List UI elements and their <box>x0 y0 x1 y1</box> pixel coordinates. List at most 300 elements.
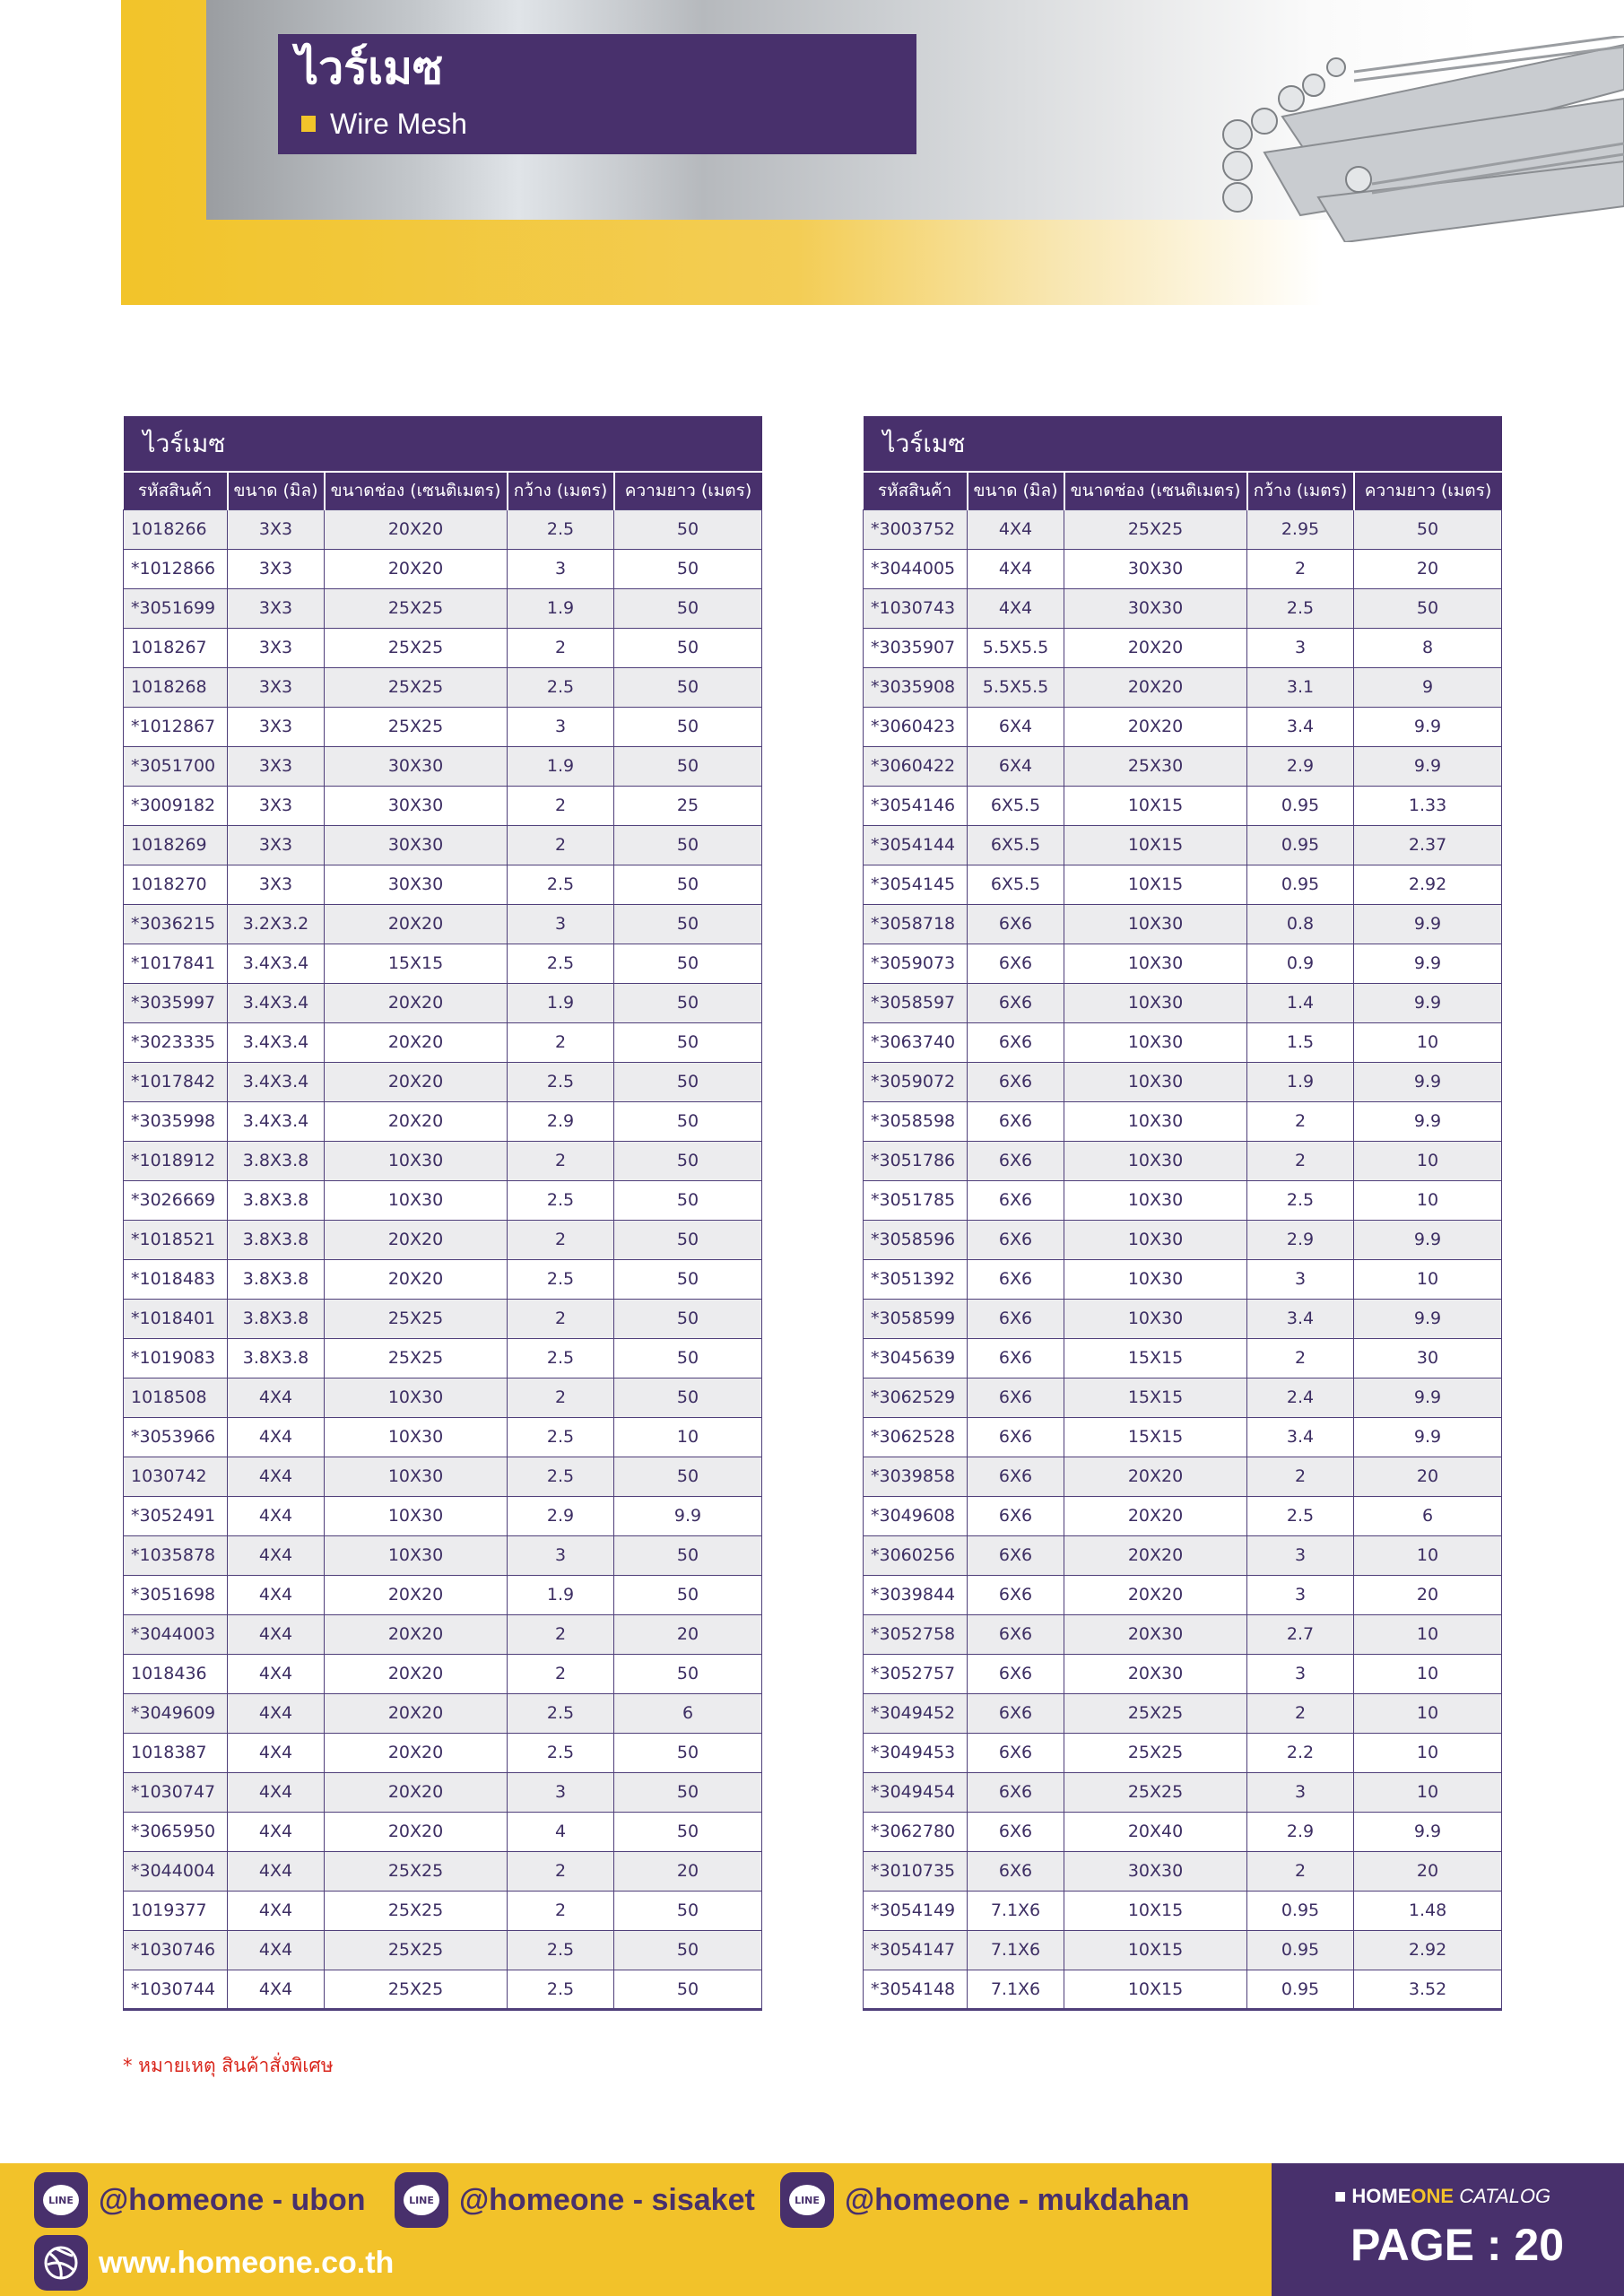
cell-wire-size: 7.1X6 <box>968 1891 1064 1930</box>
line-icon: LINE <box>395 2172 448 2228</box>
cell-length: 50 <box>614 746 762 786</box>
cell-length: 9.9 <box>1354 1812 1502 1851</box>
cell-mesh-size: 25X25 <box>325 707 508 746</box>
cell-mesh-size: 25X25 <box>325 1930 508 1970</box>
table-row <box>864 904 1502 944</box>
table-row <box>124 1299 762 1338</box>
cell-width: 2 <box>1247 1457 1354 1496</box>
table-row <box>124 983 762 1022</box>
cell-wire-size: 3.4X3.4 <box>228 1022 325 1062</box>
col-header-mesh-size: ขนาดช่อง (เซนติเมตร) <box>1064 472 1247 509</box>
table-row <box>864 1772 1502 1812</box>
cell-mesh-size: 10X30 <box>1064 1022 1247 1062</box>
cell-product-code: *3052758 <box>864 1614 968 1654</box>
cell-mesh-size: 30X30 <box>325 865 508 904</box>
table-row <box>864 588 1502 628</box>
table-row <box>864 509 1502 549</box>
steel-bars-image <box>1211 36 1624 242</box>
cell-wire-size: 3X3 <box>228 667 325 707</box>
cell-width: 2 <box>508 1141 614 1180</box>
cell-mesh-size: 10X15 <box>1064 865 1247 904</box>
cell-product-code: *3051700 <box>124 746 228 786</box>
cell-width: 2 <box>508 825 614 865</box>
cell-product-code: *3058596 <box>864 1220 968 1259</box>
catalog-page-box <box>1272 2163 1624 2296</box>
table-row <box>864 1733 1502 1772</box>
table-row <box>124 1259 762 1299</box>
cell-product-code: *3063740 <box>864 1022 968 1062</box>
cell-product-code: *3054147 <box>864 1930 968 1970</box>
cell-width: 2.5 <box>508 509 614 549</box>
cell-product-code: *3059072 <box>864 1062 968 1101</box>
cell-product-code: *1017842 <box>124 1062 228 1101</box>
cell-length: 50 <box>614 1180 762 1220</box>
website-url: www.homeone.co.th <box>99 2246 395 2280</box>
table-row <box>124 1141 762 1180</box>
cell-wire-size: 3.8X3.8 <box>228 1141 325 1180</box>
globe-icon <box>34 2235 88 2291</box>
cell-mesh-size: 10X30 <box>1064 1220 1247 1259</box>
cell-wire-size: 7.1X6 <box>968 1930 1064 1970</box>
cell-length: 10 <box>1354 1733 1502 1772</box>
cell-mesh-size: 10X15 <box>1064 1930 1247 1970</box>
cell-product-code: 1018267 <box>124 628 228 667</box>
table-row <box>864 944 1502 983</box>
cell-width: 2.7 <box>1247 1614 1354 1654</box>
cell-length: 50 <box>614 1022 762 1062</box>
cell-wire-size: 6X6 <box>968 1141 1064 1180</box>
cell-length: 50 <box>614 1772 762 1812</box>
cell-wire-size: 4X4 <box>228 1812 325 1851</box>
cell-width: 2 <box>508 1022 614 1062</box>
table-row <box>864 1535 1502 1575</box>
cell-product-code: *1012867 <box>124 707 228 746</box>
cell-width: 3 <box>508 1535 614 1575</box>
table-row <box>124 1733 762 1772</box>
cell-wire-size: 6X6 <box>968 1220 1064 1259</box>
table-row <box>124 1614 762 1654</box>
cell-mesh-size: 25X25 <box>325 588 508 628</box>
cell-length: 2.92 <box>1354 865 1502 904</box>
table-row <box>124 1457 762 1496</box>
cell-mesh-size: 10X30 <box>325 1496 508 1535</box>
cell-width: 3.4 <box>1247 1299 1354 1338</box>
cell-width: 4 <box>508 1812 614 1851</box>
page-title-english-text: Wire Mesh <box>330 108 467 140</box>
cell-wire-size: 6X5.5 <box>968 825 1064 865</box>
cell-width: 3 <box>508 549 614 588</box>
website-link[interactable] <box>34 2235 394 2291</box>
cell-wire-size: 6X6 <box>968 1378 1064 1417</box>
line-contact-sisaket[interactable] <box>395 2172 755 2228</box>
table-row <box>124 1101 762 1141</box>
cell-length: 50 <box>614 509 762 549</box>
cell-length: 20 <box>1354 1575 1502 1614</box>
cell-width: 1.9 <box>1247 1062 1354 1101</box>
cell-mesh-size: 10X15 <box>1064 825 1247 865</box>
cell-product-code: *3051699 <box>124 588 228 628</box>
cell-width: 2 <box>1247 1338 1354 1378</box>
table-row <box>864 1299 1502 1338</box>
cell-mesh-size: 25X25 <box>325 1851 508 1891</box>
cell-width: 2.5 <box>508 1693 614 1733</box>
cell-mesh-size: 10X15 <box>1064 786 1247 825</box>
cell-length: 9.9 <box>1354 746 1502 786</box>
table-row <box>864 1220 1502 1259</box>
cell-length: 50 <box>614 1812 762 1851</box>
table-row <box>864 1693 1502 1733</box>
table-row <box>864 1417 1502 1457</box>
table-row <box>864 1457 1502 1496</box>
cell-width: 0.95 <box>1247 865 1354 904</box>
table-row <box>864 1575 1502 1614</box>
cell-product-code: *3054144 <box>864 825 968 865</box>
cell-product-code: *1030743 <box>864 588 968 628</box>
table-row <box>124 1970 762 2009</box>
cell-mesh-size: 20X20 <box>1064 1457 1247 1496</box>
cell-wire-size: 6X6 <box>968 904 1064 944</box>
cell-product-code: *3035997 <box>124 983 228 1022</box>
cell-length: 9.9 <box>1354 983 1502 1022</box>
cell-mesh-size: 25X25 <box>1064 509 1247 549</box>
cell-product-code: *3044004 <box>124 1851 228 1891</box>
cell-wire-size: 6X6 <box>968 1733 1064 1772</box>
cell-mesh-size: 20X20 <box>1064 1575 1247 1614</box>
table-row <box>124 1220 762 1259</box>
cell-width: 2 <box>508 1851 614 1891</box>
table-row <box>124 1062 762 1101</box>
cell-mesh-size: 10X30 <box>1064 904 1247 944</box>
cell-product-code: 1019377 <box>124 1891 228 1930</box>
cell-product-code: *3023335 <box>124 1022 228 1062</box>
line-contact-ubon[interactable] <box>34 2172 366 2228</box>
cell-width: 2.9 <box>508 1101 614 1141</box>
cell-length: 50 <box>614 1930 762 1970</box>
cell-mesh-size: 20X20 <box>325 1575 508 1614</box>
cell-length: 50 <box>614 1654 762 1693</box>
cell-length: 9.9 <box>1354 1299 1502 1338</box>
table-row <box>864 1970 1502 2009</box>
cell-product-code: *3051786 <box>864 1141 968 1180</box>
cell-mesh-size: 25X25 <box>325 1338 508 1378</box>
cell-mesh-size: 25X30 <box>1064 746 1247 786</box>
cell-wire-size: 4X4 <box>228 1614 325 1654</box>
catalog-one: ONE <box>1411 2185 1455 2207</box>
cell-wire-size: 4X4 <box>968 509 1064 549</box>
table-row <box>124 707 762 746</box>
cell-product-code: *3058598 <box>864 1101 968 1141</box>
cell-length: 50 <box>614 1733 762 1772</box>
cell-wire-size: 3.4X3.4 <box>228 1101 325 1141</box>
page-title-english <box>301 106 467 142</box>
cell-wire-size: 6X6 <box>968 1022 1064 1062</box>
cell-wire-size: 4X4 <box>228 1575 325 1614</box>
cell-length: 10 <box>1354 1180 1502 1220</box>
cell-width: 2.5 <box>508 667 614 707</box>
cell-mesh-size: 10X30 <box>325 1417 508 1457</box>
cell-product-code: 1018268 <box>124 667 228 707</box>
cell-length: 10 <box>1354 1654 1502 1693</box>
table-row <box>124 1930 762 1970</box>
table-row <box>864 628 1502 667</box>
col-header-width: กว้าง (เมตร) <box>1247 472 1354 509</box>
line-handle: @homeone - ubon <box>99 2183 366 2217</box>
cell-length: 10 <box>614 1417 762 1457</box>
cell-product-code: *3035907 <box>864 628 968 667</box>
table-row <box>124 1772 762 1812</box>
line-icon: LINE <box>780 2172 834 2228</box>
cell-width: 3.1 <box>1247 667 1354 707</box>
cell-wire-size: 4X4 <box>228 1970 325 2009</box>
line-handle: @homeone - sisaket <box>459 2183 755 2217</box>
cell-width: 3 <box>1247 1535 1354 1575</box>
cell-wire-size: 3X3 <box>228 509 325 549</box>
cell-mesh-size: 25X25 <box>1064 1772 1247 1812</box>
cell-wire-size: 4X4 <box>228 1496 325 1535</box>
page-title-box <box>278 34 916 154</box>
table-row <box>124 588 762 628</box>
cell-product-code: *3060256 <box>864 1535 968 1575</box>
table-row <box>124 786 762 825</box>
col-header-wire-size: ขนาด (มิล) <box>968 472 1064 509</box>
table-row <box>864 1101 1502 1141</box>
cell-width: 3 <box>508 904 614 944</box>
cell-mesh-size: 30X30 <box>325 825 508 865</box>
col-header-length: ความยาว (เมตร) <box>614 472 762 509</box>
cell-product-code: *1017841 <box>124 944 228 983</box>
special-order-note: * หมายเหตุ สินค้าสั่งพิเศษ <box>123 2055 334 2076</box>
cell-length: 9.9 <box>1354 1378 1502 1417</box>
cell-length: 1.33 <box>1354 786 1502 825</box>
cell-length: 10 <box>1354 1022 1502 1062</box>
cell-mesh-size: 20X20 <box>325 1733 508 1772</box>
cell-wire-size: 3.2X3.2 <box>228 904 325 944</box>
cell-product-code: *3065950 <box>124 1812 228 1851</box>
cell-wire-size: 6X6 <box>968 1180 1064 1220</box>
cell-product-code: 1018269 <box>124 825 228 865</box>
cell-wire-size: 4X4 <box>968 588 1064 628</box>
cell-wire-size: 4X4 <box>228 1693 325 1733</box>
cell-product-code: *3059073 <box>864 944 968 983</box>
table-caption: ไวร์เมซ <box>864 416 1502 472</box>
cell-length: 50 <box>614 1535 762 1575</box>
table-row <box>864 1851 1502 1891</box>
cell-width: 2 <box>508 786 614 825</box>
cell-mesh-size: 20X20 <box>325 1259 508 1299</box>
cell-mesh-size: 25X25 <box>325 1299 508 1338</box>
cell-length: 50 <box>614 983 762 1022</box>
cell-wire-size: 6X6 <box>968 1654 1064 1693</box>
cell-wire-size: 3.8X3.8 <box>228 1220 325 1259</box>
cell-product-code: *3058718 <box>864 904 968 944</box>
cell-mesh-size: 10X30 <box>325 1180 508 1220</box>
col-header-wire-size: ขนาด (มิล) <box>228 472 325 509</box>
cell-length: 10 <box>1354 1614 1502 1654</box>
cell-length: 20 <box>1354 1457 1502 1496</box>
cell-wire-size: 3.8X3.8 <box>228 1259 325 1299</box>
cell-width: 2.5 <box>508 1457 614 1496</box>
cell-length: 9 <box>1354 667 1502 707</box>
cell-product-code: *3060423 <box>864 707 968 746</box>
table-row <box>124 1654 762 1693</box>
cell-wire-size: 3.4X3.4 <box>228 1062 325 1101</box>
cell-width: 3 <box>1247 1772 1354 1812</box>
cell-length: 9.9 <box>1354 904 1502 944</box>
cell-width: 2 <box>508 628 614 667</box>
cell-length: 50 <box>614 904 762 944</box>
cell-mesh-size: 20X20 <box>325 1772 508 1812</box>
page-number: PAGE : 20 <box>1350 2220 1565 2270</box>
line-contact-mukdahan[interactable] <box>780 2172 1190 2228</box>
cell-product-code: *3035998 <box>124 1101 228 1141</box>
cell-wire-size: 3.8X3.8 <box>228 1180 325 1220</box>
cell-length: 2.92 <box>1354 1930 1502 1970</box>
cell-wire-size: 6X6 <box>968 1535 1064 1575</box>
cell-product-code: *3049454 <box>864 1772 968 1812</box>
table-row <box>124 509 762 549</box>
cell-wire-size: 6X6 <box>968 1772 1064 1812</box>
cell-width: 2.5 <box>508 1930 614 1970</box>
cell-wire-size: 7.1X6 <box>968 1970 1064 2009</box>
cell-length: 1.48 <box>1354 1891 1502 1930</box>
wire-mesh-table-right <box>863 416 1502 2011</box>
cell-product-code: 1018270 <box>124 865 228 904</box>
cell-wire-size: 6X6 <box>968 1851 1064 1891</box>
cell-wire-size: 4X4 <box>228 1851 325 1891</box>
cell-wire-size: 5.5X5.5 <box>968 628 1064 667</box>
cell-product-code: 1018266 <box>124 509 228 549</box>
cell-width: 2.5 <box>508 1733 614 1772</box>
cell-wire-size: 4X4 <box>228 1457 325 1496</box>
cell-mesh-size: 10X15 <box>1064 1970 1247 2009</box>
cell-wire-size: 3X3 <box>228 786 325 825</box>
catalog-word: CATALOG <box>1459 2185 1551 2207</box>
table-row <box>124 1180 762 1220</box>
cell-length: 50 <box>614 707 762 746</box>
cell-length: 50 <box>614 1062 762 1101</box>
cell-mesh-size: 30X30 <box>1064 588 1247 628</box>
table-row <box>124 944 762 983</box>
cell-mesh-size: 30X30 <box>1064 1851 1247 1891</box>
cell-width: 3.4 <box>1247 707 1354 746</box>
cell-length: 50 <box>614 549 762 588</box>
col-header-mesh-size: ขนาดช่อง (เซนติเมตร) <box>325 472 508 509</box>
cell-mesh-size: 20X30 <box>1064 1654 1247 1693</box>
cell-length: 8 <box>1354 628 1502 667</box>
cell-length: 6 <box>1354 1496 1502 1535</box>
table-row <box>864 1180 1502 1220</box>
cell-wire-size: 6X6 <box>968 1812 1064 1851</box>
cell-length: 50 <box>614 1220 762 1259</box>
cell-width: 3.4 <box>1247 1417 1354 1457</box>
cell-product-code: *3003752 <box>864 509 968 549</box>
cell-product-code: *3052491 <box>124 1496 228 1535</box>
cell-width: 2.9 <box>508 1496 614 1535</box>
cell-length: 30 <box>1354 1338 1502 1378</box>
cell-product-code: *3045639 <box>864 1338 968 1378</box>
page-title-thai: ไวร์เมซ <box>296 42 444 94</box>
cell-width: 2.5 <box>508 865 614 904</box>
cell-mesh-size: 15X15 <box>325 944 508 983</box>
cell-product-code: *3053966 <box>124 1417 228 1457</box>
cell-length: 50 <box>614 825 762 865</box>
cell-width: 3 <box>1247 1259 1354 1299</box>
cell-product-code: 1018436 <box>124 1654 228 1693</box>
cell-width: 2.9 <box>1247 1812 1354 1851</box>
cell-length: 50 <box>614 1891 762 1930</box>
cell-product-code: *3054145 <box>864 865 968 904</box>
cell-wire-size: 4X4 <box>968 549 1064 588</box>
cell-length: 50 <box>614 1378 762 1417</box>
cell-width: 2.5 <box>508 1062 614 1101</box>
cell-mesh-size: 20X20 <box>325 1220 508 1259</box>
cell-wire-size: 6X5.5 <box>968 786 1064 825</box>
cell-mesh-size: 10X30 <box>1064 1259 1247 1299</box>
cell-product-code: *3052757 <box>864 1654 968 1693</box>
cell-wire-size: 4X4 <box>228 1378 325 1417</box>
cell-product-code: *3054148 <box>864 1970 968 2009</box>
cell-mesh-size: 10X30 <box>325 1535 508 1575</box>
table-row <box>124 549 762 588</box>
cell-width: 2.5 <box>508 944 614 983</box>
table-row <box>124 1417 762 1457</box>
col-header-width: กว้าง (เมตร) <box>508 472 614 509</box>
cell-width: 3 <box>1247 1654 1354 1693</box>
cell-length: 9.9 <box>1354 707 1502 746</box>
cell-length: 50 <box>614 667 762 707</box>
cell-wire-size: 6X6 <box>968 1338 1064 1378</box>
table-row <box>864 746 1502 786</box>
cell-wire-size: 3X3 <box>228 588 325 628</box>
cell-length: 10 <box>1354 1259 1502 1299</box>
cell-width: 3 <box>1247 1575 1354 1614</box>
table-row <box>864 1378 1502 1417</box>
cell-wire-size: 5.5X5.5 <box>968 667 1064 707</box>
cell-mesh-size: 15X15 <box>1064 1417 1247 1457</box>
cell-width: 2.5 <box>508 1417 614 1457</box>
table-row <box>124 1496 762 1535</box>
cell-wire-size: 6X5.5 <box>968 865 1064 904</box>
cell-mesh-size: 10X30 <box>1064 1299 1247 1338</box>
table-row <box>124 628 762 667</box>
cell-mesh-size: 25X25 <box>325 667 508 707</box>
cell-width: 3 <box>508 1772 614 1812</box>
cell-product-code: *3049608 <box>864 1496 968 1535</box>
table-row <box>124 1535 762 1575</box>
table-row <box>124 667 762 707</box>
cell-wire-size: 3X3 <box>228 746 325 786</box>
cell-width: 2 <box>508 1614 614 1654</box>
cell-width: 2.5 <box>508 1338 614 1378</box>
cell-wire-size: 4X4 <box>228 1930 325 1970</box>
cell-mesh-size: 25X25 <box>1064 1733 1247 1772</box>
cell-wire-size: 4X4 <box>228 1535 325 1575</box>
cell-mesh-size: 30X30 <box>325 746 508 786</box>
table-row <box>124 1575 762 1614</box>
cell-width: 2.2 <box>1247 1733 1354 1772</box>
cell-wire-size: 4X4 <box>228 1772 325 1812</box>
cell-wire-size: 6X6 <box>968 1299 1064 1338</box>
cell-length: 50 <box>614 588 762 628</box>
cell-product-code: *3009182 <box>124 786 228 825</box>
cell-mesh-size: 10X30 <box>1064 1141 1247 1180</box>
cell-mesh-size: 20X20 <box>1064 707 1247 746</box>
cell-wire-size: 3X3 <box>228 707 325 746</box>
cell-width: 0.95 <box>1247 1970 1354 2009</box>
cell-width: 2 <box>1247 549 1354 588</box>
cell-mesh-size: 20X20 <box>325 1062 508 1101</box>
cell-width: 0.8 <box>1247 904 1354 944</box>
